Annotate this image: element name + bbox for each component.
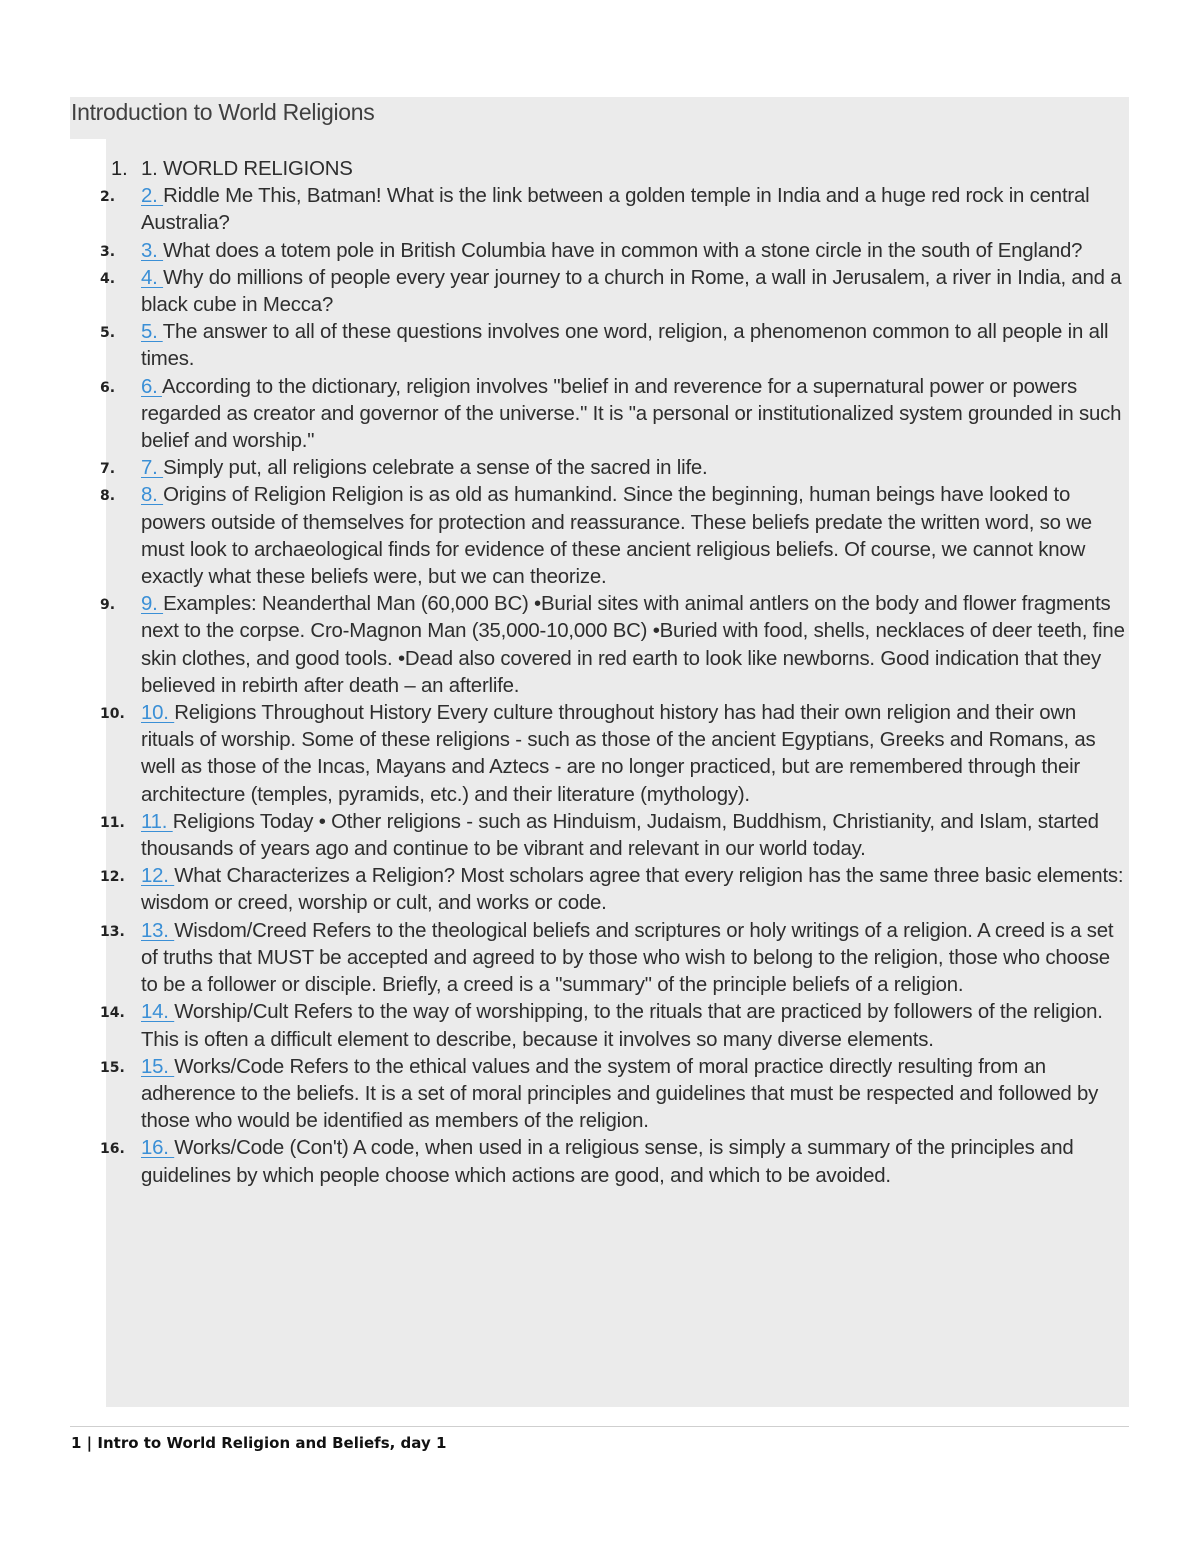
list-marker: 15. xyxy=(100,1059,125,1076)
list-item xyxy=(0,1135,1200,1189)
page-number: 1 xyxy=(71,1434,82,1452)
item-body: Why do millions of people every year journey to a church in Rome, a wall in Jerusalem, a river in India, and a black cube in Mecca? xyxy=(141,266,1122,317)
item-body: Wisdom/Creed Refers to the theological beliefs and scriptures or holy writings of a religion. A creed is a set of truths that MUST be accepted and agreed to by those who wish to belong to the religion, those who choose to be a follower or disciple. Briefly, a creed is a "summary" of the principle beliefs of a religion. xyxy=(141,919,1114,997)
item-body: Religions Today • Other religions - such as Hinduism, Judaism, Buddhism, Christianity, and Islam, started thousands of years ago and continue to be vibrant and relevant in our world today. xyxy=(141,810,1099,861)
list-item-text xyxy=(141,319,1129,373)
list-item-text xyxy=(141,265,1129,319)
item-body: Worship/Cult Refers to the way of worshipping, to the rituals that are practiced by followers of the religion. This is often a difficult element to describe, because it involves so many diverse elements. xyxy=(141,1001,1103,1051)
list-marker: 7. xyxy=(100,461,116,478)
item-body: Examples: Neanderthal Man (60,000 BC) •Burial sites with animal antlers on the body and flower fragments next to the corpse. Cro-Magnon Man (35,000-10,000 BC) •Buried with food, shells, necklaces of deer teeth, fine skin clothes, and good tools. •Dead also covered in red earth to look like newborns. Good indication that they believed in rebirth after death – an afterlife. xyxy=(141,593,1125,697)
list-item-text xyxy=(141,374,1129,456)
item-link[interactable]: 9. xyxy=(141,593,164,616)
list-marker: 11. xyxy=(100,814,125,831)
item-link[interactable]: 10. xyxy=(141,702,175,725)
item-link[interactable]: 6. xyxy=(141,375,162,398)
list-item-text xyxy=(141,156,1129,183)
page-title: Introduction to World Religions xyxy=(71,99,375,125)
item-body: Origins of Religion Religion is as old as humankind. Since the beginning, human beings have looked to powers outside of themselves for protection and reassurance. These beliefs predate the written word, so we must look to archaeological finds for evidence of these ancient religious beliefs. Of course, we cannot know exactly what these beliefs were, but we can theorize. xyxy=(141,484,1092,589)
list-marker: 13. xyxy=(100,923,125,940)
list-item xyxy=(0,183,1200,237)
item-link[interactable]: 15. xyxy=(141,1055,175,1078)
list-item xyxy=(0,1054,1200,1136)
numbered-list xyxy=(0,156,1200,1190)
list-marker: 2. xyxy=(100,189,116,206)
item-body: The answer to all of these questions involves one word, religion, a phenomenon common to all people in all times. xyxy=(141,321,1109,371)
list-item xyxy=(0,863,1200,917)
item-body: What does a totem pole in British Columbia have in common with a stone circle in the south of England? xyxy=(163,239,1083,262)
list-item-text xyxy=(141,1054,1129,1136)
page-footer xyxy=(71,1434,446,1452)
item-link[interactable]: 2. xyxy=(141,185,164,208)
item-link[interactable]: 7. xyxy=(141,457,164,480)
item-body: What Characterizes a Religion? Most scholars agree that every religion has the same three basic elements: wisdom or creed, worship or cult, and works or code. xyxy=(141,865,1124,915)
list-marker: 3. xyxy=(100,243,116,260)
item-link[interactable]: 5. xyxy=(141,321,163,344)
list-item-text xyxy=(141,591,1129,700)
item-link[interactable]: 16. xyxy=(141,1137,175,1160)
list-marker: 9. xyxy=(100,597,116,614)
list-marker: 6. xyxy=(100,379,116,396)
list-marker: 5. xyxy=(100,325,116,342)
footer-text: Intro to World Religion and Beliefs, day 1 xyxy=(97,1434,447,1452)
item-body: Works/Code (Con't) A code, when used in a religious sense, is simply a summary of the principles and guidelines by which people choose which actions are good, and which to be avoided. xyxy=(141,1137,1074,1187)
item-link[interactable]: 11. xyxy=(141,810,173,833)
list-item-text xyxy=(141,183,1129,237)
list-item-text xyxy=(141,918,1129,1000)
footer-separator: | xyxy=(86,1434,93,1452)
list-marker: 4. xyxy=(100,270,116,287)
list-item-text xyxy=(141,700,1129,809)
list-item xyxy=(0,700,1200,809)
item-link[interactable]: 13. xyxy=(141,919,175,942)
item-body: Simply put, all religions celebrate a sense of the sacred in life. xyxy=(163,457,708,480)
list-item-text xyxy=(141,455,1129,482)
list-marker: 10. xyxy=(100,706,125,723)
list-marker: 8. xyxy=(100,488,116,505)
item-body: 1. WORLD RELIGIONS xyxy=(141,158,353,180)
list-item xyxy=(0,809,1200,863)
list-item xyxy=(0,374,1200,456)
list-item xyxy=(0,918,1200,1000)
list-item-text xyxy=(141,809,1129,863)
list-item-text xyxy=(141,863,1129,917)
list-item xyxy=(0,591,1200,700)
item-link[interactable]: 14. xyxy=(141,1001,175,1024)
item-link[interactable]: 4. xyxy=(141,266,164,289)
item-body: Riddle Me This, Batman! What is the link between a golden temple in India and a huge red rock in central Australia? xyxy=(141,185,1090,235)
list-item xyxy=(0,455,1200,482)
list-item xyxy=(0,999,1200,1053)
list-marker: 12. xyxy=(100,869,125,886)
item-body: According to the dictionary, religion involves "belief in and reverence for a supernatural power or powers regarded as creator and governor of the universe." It is "a personal or institutionalized system grounded in such belief and worship." xyxy=(141,375,1122,453)
item-link[interactable]: 12. xyxy=(141,865,175,888)
item-link[interactable]: 8. xyxy=(141,484,164,507)
list-item-text xyxy=(141,999,1129,1053)
list-marker: 1. xyxy=(111,158,128,180)
list-item xyxy=(0,156,1200,183)
list-item xyxy=(0,265,1200,319)
list-item xyxy=(0,238,1200,265)
list-item-text xyxy=(141,482,1129,591)
list-marker: 16. xyxy=(100,1141,125,1158)
list-item-text xyxy=(141,238,1129,265)
footer-divider xyxy=(70,1426,1129,1427)
list-marker: 14. xyxy=(100,1005,125,1022)
item-body: Works/Code Refers to the ethical values and the system of moral practice directly resulting from an adherence to the beliefs. It is a set of moral principles and guidelines that must be respected and followed by those who would be identified as members of the religion. xyxy=(141,1055,1099,1133)
item-link[interactable]: 3. xyxy=(141,239,164,262)
item-body: Religions Throughout History Every culture throughout history has had their own religion and their own rituals of worship. Some of these religions - such as those of the ancient Egyptians, Greeks and Romans, as well as those of the Incas, Mayans and Aztecs - are no longer practiced, but are remembered through their architecture (temples, pyramids, etc.) and their literature (mythology). xyxy=(141,702,1096,806)
list-item xyxy=(0,482,1200,591)
list-item-text xyxy=(141,1135,1129,1189)
list-item xyxy=(0,319,1200,373)
